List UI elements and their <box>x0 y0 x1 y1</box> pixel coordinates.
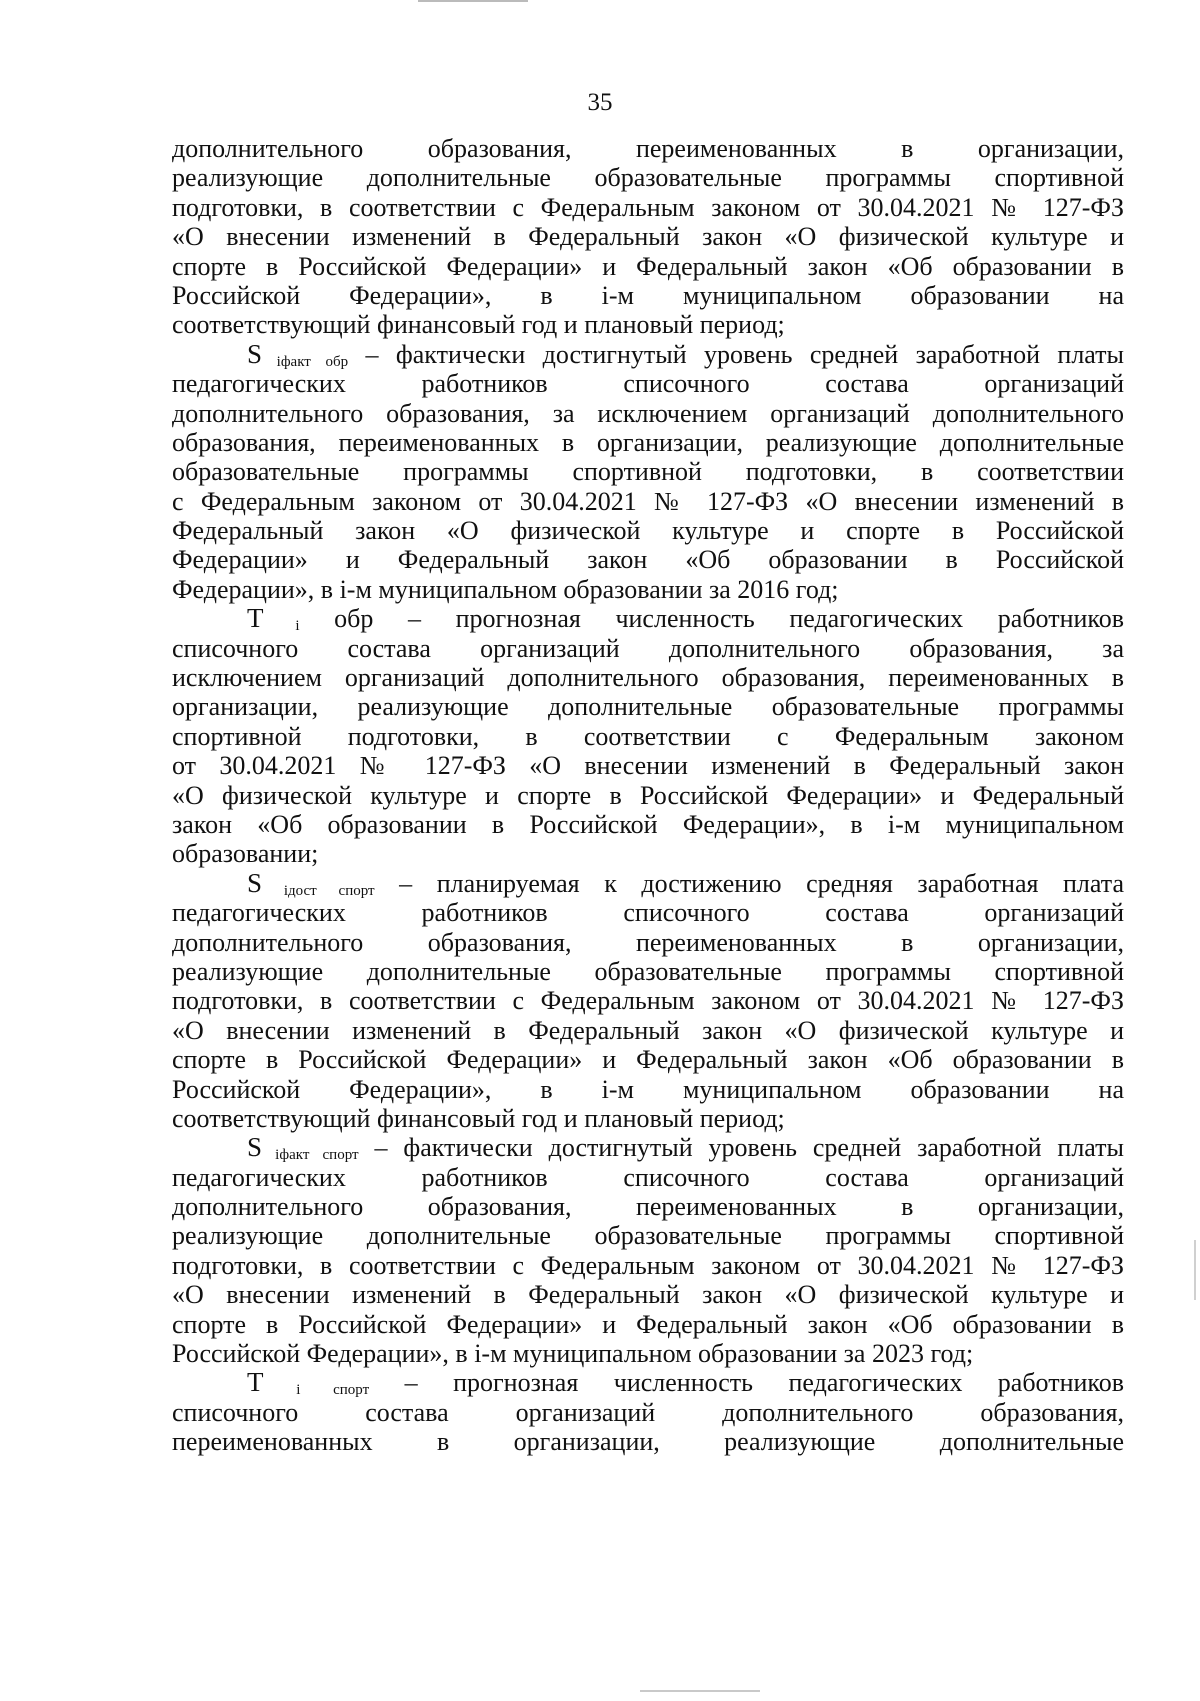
text-line <box>172 1016 1124 1045</box>
line-text: соответствующий финансовый год и плановый период; <box>172 1103 785 1133</box>
line-text: образовании; <box>172 839 319 869</box>
text-line <box>172 545 1124 574</box>
page-number: 35 <box>587 89 613 116</box>
document-body <box>172 134 1124 1457</box>
line-text: подготовки, в соответствии с Федеральным законом от 30.04.2021 № 127-ФЗ <box>172 986 1124 1016</box>
line-text: педагогических работников списочного состава организаций <box>172 369 1124 399</box>
text-line <box>172 1368 1124 1397</box>
text-line <box>172 1310 1124 1339</box>
line-text: педагогических работников списочного состава организаций <box>172 1162 1124 1192</box>
line-text: дополнительного образования, за исключением организаций дополнительного <box>172 398 1124 428</box>
text-line <box>172 722 1124 751</box>
text-line <box>172 839 1124 868</box>
line-text: реализующие дополнительные образовательные программы спортивной <box>172 1221 1124 1251</box>
text-line <box>172 1251 1124 1280</box>
text-line <box>172 751 1124 780</box>
text-line <box>172 487 1124 516</box>
line-text: спорте в Российской Федерации» и Федеральный закон «Об образовании в <box>172 251 1124 281</box>
formula-subscript: i <box>263 618 300 635</box>
text-line <box>172 134 1124 163</box>
line-text: «О внесении изменений в Федеральный закон «О физической культуре и <box>172 1280 1124 1310</box>
line-text: переименованных в организации, реализующие дополнительные <box>172 1427 1124 1457</box>
line-text: образования, переименованных в организации, реализующие дополнительные <box>172 427 1124 457</box>
line-text: дополнительного образования, переименованных в организации, <box>172 134 1124 163</box>
formula-symbol: S <box>247 1132 263 1163</box>
scan-artifact <box>418 0 528 2</box>
formula-symbol: S <box>247 338 263 369</box>
line-text: подготовки, в соответствии с Федеральным законом от 30.04.2021 № 127-ФЗ <box>172 192 1124 222</box>
line-text: спортивной подготовки, в соответствии с Федеральным законом <box>172 721 1124 751</box>
line-text: Российской Федерации», в i-м муниципальном образовании на <box>172 1074 1124 1104</box>
formula-subscript: iфакт спорт <box>262 1147 359 1164</box>
text-line <box>172 252 1124 281</box>
text-line <box>172 810 1124 839</box>
text-line <box>172 1398 1124 1427</box>
line-text: Федерации» и Федеральный закон «Об образовании в Российской <box>172 545 1124 575</box>
line-text: от 30.04.2021 № 127-ФЗ «О внесении изменений в Федеральный закон <box>172 751 1124 781</box>
text-line <box>172 310 1124 339</box>
text-line <box>172 575 1124 604</box>
text-line <box>172 634 1124 663</box>
text-line <box>172 1427 1124 1456</box>
text-line <box>172 1339 1124 1368</box>
line-text: Федеральный закон «О физической культуре и спорте в Российской <box>172 516 1124 546</box>
line-text: закон «Об образовании в Российской Федерации», в i-м муниципальном <box>172 809 1124 839</box>
text-line <box>172 604 1124 633</box>
line-text: Российской Федерации», в i-м муниципальном образовании за 2023 год; <box>172 1339 974 1369</box>
line-text: реализующие дополнительные образовательные программы спортивной <box>172 956 1124 986</box>
text-line <box>172 1133 1124 1162</box>
line-text: подготовки, в соответствии с Федеральным законом от 30.04.2021 № 127-ФЗ <box>172 1250 1124 1280</box>
text-line <box>172 399 1124 428</box>
scan-artifact <box>1194 1240 1196 1300</box>
line-text: Федерации», в i-м муниципальном образовании за 2016 год; <box>172 574 839 604</box>
text-line <box>172 1192 1124 1221</box>
line-text: – прогнозная численность педагогических работников <box>369 1368 1124 1398</box>
text-line <box>172 957 1124 986</box>
text-line <box>172 1280 1124 1309</box>
line-text: спорте в Российской Федерации» и Федеральный закон «Об образовании в <box>172 1045 1124 1075</box>
formula-subscript: iфакт обр <box>262 353 349 370</box>
line-text: образовательные программы спортивной подготовки, в соответствии <box>172 457 1124 487</box>
text-line <box>172 928 1124 957</box>
text-line <box>172 281 1124 310</box>
text-line <box>172 1221 1124 1250</box>
text-line <box>172 1104 1124 1133</box>
text-line <box>172 340 1124 369</box>
text-line <box>172 457 1124 486</box>
line-text: – фактически достигнутый уровень средней заработной платы <box>358 1133 1124 1163</box>
text-line <box>172 1045 1124 1074</box>
formula-symbol: T <box>247 1367 264 1398</box>
line-text: «О физической культуре и спорте в Российской Федерации» и Федеральный <box>172 780 1124 810</box>
text-line <box>172 869 1124 898</box>
line-text: обр – прогнозная численность педагогических работников <box>299 604 1124 634</box>
line-text: «О внесении изменений в Федеральный закон «О физической культуре и <box>172 222 1124 252</box>
formula-symbol: T <box>247 603 264 634</box>
text-line <box>172 163 1124 192</box>
line-text: с Федеральным законом от 30.04.2021 № 127-ФЗ «О внесении изменений в <box>172 486 1124 516</box>
line-text: – планируемая к достижению средняя заработная плата <box>374 868 1124 898</box>
line-text: списочного состава организаций дополнительного образования, за <box>172 633 1124 663</box>
line-text: Российской Федерации», в i-м муниципальном образовании на <box>172 280 1124 310</box>
line-text: педагогических работников списочного состава организаций <box>172 898 1124 928</box>
text-line <box>172 516 1124 545</box>
formula-symbol: S <box>247 867 263 898</box>
line-text: дополнительного образования, переименованных в организации, <box>172 1192 1124 1222</box>
text-line <box>172 781 1124 810</box>
text-line <box>172 428 1124 457</box>
text-line <box>172 1075 1124 1104</box>
text-line <box>172 222 1124 251</box>
line-text: списочного состава организаций дополнительного образования, <box>172 1397 1124 1427</box>
text-line <box>172 1163 1124 1192</box>
formula-subscript: i спорт <box>263 1382 370 1399</box>
text-line <box>172 369 1124 398</box>
line-text: «О внесении изменений в Федеральный закон «О физической культуре и <box>172 1015 1124 1045</box>
line-text: дополнительного образования, переименованных в организации, <box>172 927 1124 957</box>
scan-artifact <box>640 1690 760 1692</box>
text-line <box>172 898 1124 927</box>
text-line <box>172 193 1124 222</box>
line-text: – фактически достигнутый уровень средней заработной платы <box>348 339 1124 369</box>
text-line <box>172 986 1124 1015</box>
line-text: организации, реализующие дополнительные образовательные программы <box>172 692 1124 722</box>
text-line <box>172 663 1124 692</box>
line-text: исключением организаций дополнительного образования, переименованных в <box>172 663 1124 693</box>
line-text: спорте в Российской Федерации» и Федеральный закон «Об образовании в <box>172 1309 1124 1339</box>
line-text: соответствующий финансовый год и плановый период; <box>172 310 785 340</box>
line-text: реализующие дополнительные образовательные программы спортивной <box>172 163 1124 193</box>
text-line <box>172 692 1124 721</box>
formula-subscript: iдост спорт <box>262 882 375 899</box>
